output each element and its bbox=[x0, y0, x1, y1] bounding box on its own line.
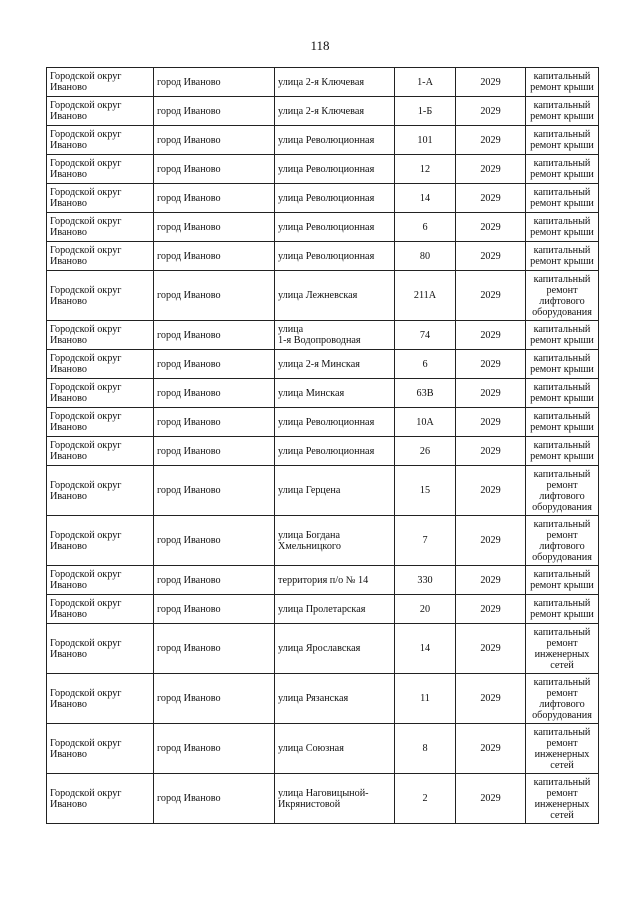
year-cell: 2029 bbox=[456, 126, 526, 155]
table-row bbox=[47, 674, 599, 724]
city-cell: город Иваново bbox=[154, 724, 275, 774]
table-row bbox=[47, 624, 599, 674]
year-cell: 2029 bbox=[456, 242, 526, 271]
year-cell: 2029 bbox=[456, 516, 526, 566]
district-cell: Городской округ Иваново bbox=[47, 437, 154, 466]
street-cell: улица Революционная bbox=[275, 126, 395, 155]
work-type-cell: капитальный ремонт крыши bbox=[526, 408, 599, 437]
district-cell: Городской округ Иваново bbox=[47, 350, 154, 379]
table-row bbox=[47, 155, 599, 184]
district-cell: Городской округ Иваново bbox=[47, 155, 154, 184]
street-cell: улица Пролетарская bbox=[275, 595, 395, 624]
work-type-cell: капитальный ремонт крыши bbox=[526, 321, 599, 350]
city-cell: город Иваново bbox=[154, 242, 275, 271]
work-type-cell: капитальный ремонт крыши bbox=[526, 566, 599, 595]
city-cell: город Иваново bbox=[154, 321, 275, 350]
district-cell: Городской округ Иваново bbox=[47, 466, 154, 516]
table-row bbox=[47, 595, 599, 624]
year-cell: 2029 bbox=[456, 155, 526, 184]
house-number-cell: 101 bbox=[395, 126, 456, 155]
work-type-cell: капитальный ремонт инженерных сетей bbox=[526, 724, 599, 774]
district-cell: Городской округ Иваново bbox=[47, 724, 154, 774]
city-cell: город Иваново bbox=[154, 184, 275, 213]
district-cell: Городской округ Иваново bbox=[47, 126, 154, 155]
street-cell: улица Герцена bbox=[275, 466, 395, 516]
table-row bbox=[47, 566, 599, 595]
table-row bbox=[47, 68, 599, 97]
year-cell: 2029 bbox=[456, 321, 526, 350]
house-number-cell: 6 bbox=[395, 213, 456, 242]
year-cell: 2029 bbox=[456, 97, 526, 126]
house-number-cell: 80 bbox=[395, 242, 456, 271]
house-number-cell: 1-А bbox=[395, 68, 456, 97]
page-number: 118 bbox=[310, 38, 330, 53]
district-cell: Городской округ Иваново bbox=[47, 97, 154, 126]
city-cell: город Иваново bbox=[154, 408, 275, 437]
year-cell: 2029 bbox=[456, 68, 526, 97]
year-cell: 2029 bbox=[456, 213, 526, 242]
work-type-cell: капитальный ремонт крыши bbox=[526, 437, 599, 466]
house-number-cell: 211А bbox=[395, 271, 456, 321]
street-cell: улица Революционная bbox=[275, 408, 395, 437]
table-body bbox=[47, 68, 599, 824]
house-number-cell: 330 bbox=[395, 566, 456, 595]
city-cell: город Иваново bbox=[154, 271, 275, 321]
street-cell: улица Наговицыной- Икрянистовой bbox=[275, 774, 395, 824]
work-type-cell: капитальный ремонт лифтового оборудования bbox=[526, 674, 599, 724]
year-cell: 2029 bbox=[456, 674, 526, 724]
street-cell: улица 2-я Ключевая bbox=[275, 68, 395, 97]
district-cell: Городской округ Иваново bbox=[47, 566, 154, 595]
street-cell: улица Революционная bbox=[275, 437, 395, 466]
city-cell: город Иваново bbox=[154, 466, 275, 516]
year-cell: 2029 bbox=[456, 624, 526, 674]
year-cell: 2029 bbox=[456, 466, 526, 516]
city-cell: город Иваново bbox=[154, 516, 275, 566]
house-number-cell: 14 bbox=[395, 184, 456, 213]
district-cell: Городской округ Иваново bbox=[47, 271, 154, 321]
district-cell: Городской округ Иваново bbox=[47, 624, 154, 674]
work-type-cell: капитальный ремонт крыши bbox=[526, 213, 599, 242]
year-cell: 2029 bbox=[456, 184, 526, 213]
work-type-cell: капитальный ремонт инженерных сетей bbox=[526, 774, 599, 824]
district-cell: Городской округ Иваново bbox=[47, 242, 154, 271]
district-cell: Городской округ Иваново bbox=[47, 774, 154, 824]
table-row bbox=[47, 379, 599, 408]
work-type-cell: капитальный ремонт лифтового оборудования bbox=[526, 271, 599, 321]
year-cell: 2029 bbox=[456, 566, 526, 595]
year-cell: 2029 bbox=[456, 379, 526, 408]
district-cell: Городской округ Иваново bbox=[47, 595, 154, 624]
street-cell: улица Революционная bbox=[275, 155, 395, 184]
district-cell: Городской округ Иваново bbox=[47, 213, 154, 242]
district-cell: Городской округ Иваново bbox=[47, 379, 154, 408]
city-cell: город Иваново bbox=[154, 213, 275, 242]
house-number-cell: 11 bbox=[395, 674, 456, 724]
table-row bbox=[47, 242, 599, 271]
work-type-cell: капитальный ремонт крыши bbox=[526, 379, 599, 408]
table-row bbox=[47, 126, 599, 155]
city-cell: город Иваново bbox=[154, 674, 275, 724]
street-cell: улица Революционная bbox=[275, 242, 395, 271]
district-cell: Городской округ Иваново bbox=[47, 321, 154, 350]
house-number-cell: 74 bbox=[395, 321, 456, 350]
table-row bbox=[47, 321, 599, 350]
house-number-cell: 63В bbox=[395, 379, 456, 408]
repair-schedule-table bbox=[46, 67, 599, 824]
street-cell: улица 1-я Водопроводная bbox=[275, 321, 395, 350]
city-cell: город Иваново bbox=[154, 379, 275, 408]
street-cell: улица Революционная bbox=[275, 213, 395, 242]
house-number-cell: 20 bbox=[395, 595, 456, 624]
work-type-cell: капитальный ремонт лифтового оборудования bbox=[526, 466, 599, 516]
street-cell: улица Лежневская bbox=[275, 271, 395, 321]
street-cell: улица Союзная bbox=[275, 724, 395, 774]
city-cell: город Иваново bbox=[154, 437, 275, 466]
year-cell: 2029 bbox=[456, 724, 526, 774]
street-cell: улица 2-я Ключевая bbox=[275, 97, 395, 126]
work-type-cell: капитальный ремонт крыши bbox=[526, 350, 599, 379]
city-cell: город Иваново bbox=[154, 126, 275, 155]
table-row bbox=[47, 97, 599, 126]
table-row bbox=[47, 408, 599, 437]
city-cell: город Иваново bbox=[154, 68, 275, 97]
house-number-cell: 12 bbox=[395, 155, 456, 184]
work-type-cell: капитальный ремонт крыши bbox=[526, 97, 599, 126]
house-number-cell: 1-Б bbox=[395, 97, 456, 126]
city-cell: город Иваново bbox=[154, 595, 275, 624]
city-cell: город Иваново bbox=[154, 155, 275, 184]
table-row bbox=[47, 437, 599, 466]
district-cell: Городской округ Иваново bbox=[47, 408, 154, 437]
table-row bbox=[47, 271, 599, 321]
table-row bbox=[47, 350, 599, 379]
house-number-cell: 6 bbox=[395, 350, 456, 379]
street-cell: улица Рязанская bbox=[275, 674, 395, 724]
work-type-cell: капитальный ремонт крыши bbox=[526, 242, 599, 271]
work-type-cell: капитальный ремонт крыши bbox=[526, 595, 599, 624]
table-row bbox=[47, 466, 599, 516]
table-row bbox=[47, 724, 599, 774]
house-number-cell: 15 bbox=[395, 466, 456, 516]
street-cell: улица Ярославская bbox=[275, 624, 395, 674]
district-cell: Городской округ Иваново bbox=[47, 184, 154, 213]
work-type-cell: капитальный ремонт крыши bbox=[526, 126, 599, 155]
city-cell: город Иваново bbox=[154, 624, 275, 674]
city-cell: город Иваново bbox=[154, 350, 275, 379]
district-cell: Городской округ Иваново bbox=[47, 516, 154, 566]
city-cell: город Иваново bbox=[154, 566, 275, 595]
house-number-cell: 14 bbox=[395, 624, 456, 674]
work-type-cell: капитальный ремонт крыши bbox=[526, 184, 599, 213]
city-cell: город Иваново bbox=[154, 774, 275, 824]
table-row bbox=[47, 213, 599, 242]
house-number-cell: 8 bbox=[395, 724, 456, 774]
year-cell: 2029 bbox=[456, 595, 526, 624]
street-cell: улица Богдана Хмельницкого bbox=[275, 516, 395, 566]
street-cell: улица Революционная bbox=[275, 184, 395, 213]
work-type-cell: капитальный ремонт крыши bbox=[526, 155, 599, 184]
city-cell: город Иваново bbox=[154, 97, 275, 126]
district-cell: Городской округ Иваново bbox=[47, 674, 154, 724]
year-cell: 2029 bbox=[456, 271, 526, 321]
house-number-cell: 2 bbox=[395, 774, 456, 824]
table-row bbox=[47, 774, 599, 824]
work-type-cell: капитальный ремонт крыши bbox=[526, 68, 599, 97]
table-row bbox=[47, 184, 599, 213]
year-cell: 2029 bbox=[456, 408, 526, 437]
work-type-cell: капитальный ремонт лифтового оборудования bbox=[526, 516, 599, 566]
street-cell: улица Минская bbox=[275, 379, 395, 408]
year-cell: 2029 bbox=[456, 437, 526, 466]
house-number-cell: 10А bbox=[395, 408, 456, 437]
house-number-cell: 26 bbox=[395, 437, 456, 466]
year-cell: 2029 bbox=[456, 774, 526, 824]
street-cell: улица 2-я Минская bbox=[275, 350, 395, 379]
district-cell: Городской округ Иваново bbox=[47, 68, 154, 97]
work-type-cell: капитальный ремонт инженерных сетей bbox=[526, 624, 599, 674]
table-row bbox=[47, 516, 599, 566]
year-cell: 2029 bbox=[456, 350, 526, 379]
street-cell: территория п/о № 14 bbox=[275, 566, 395, 595]
house-number-cell: 7 bbox=[395, 516, 456, 566]
